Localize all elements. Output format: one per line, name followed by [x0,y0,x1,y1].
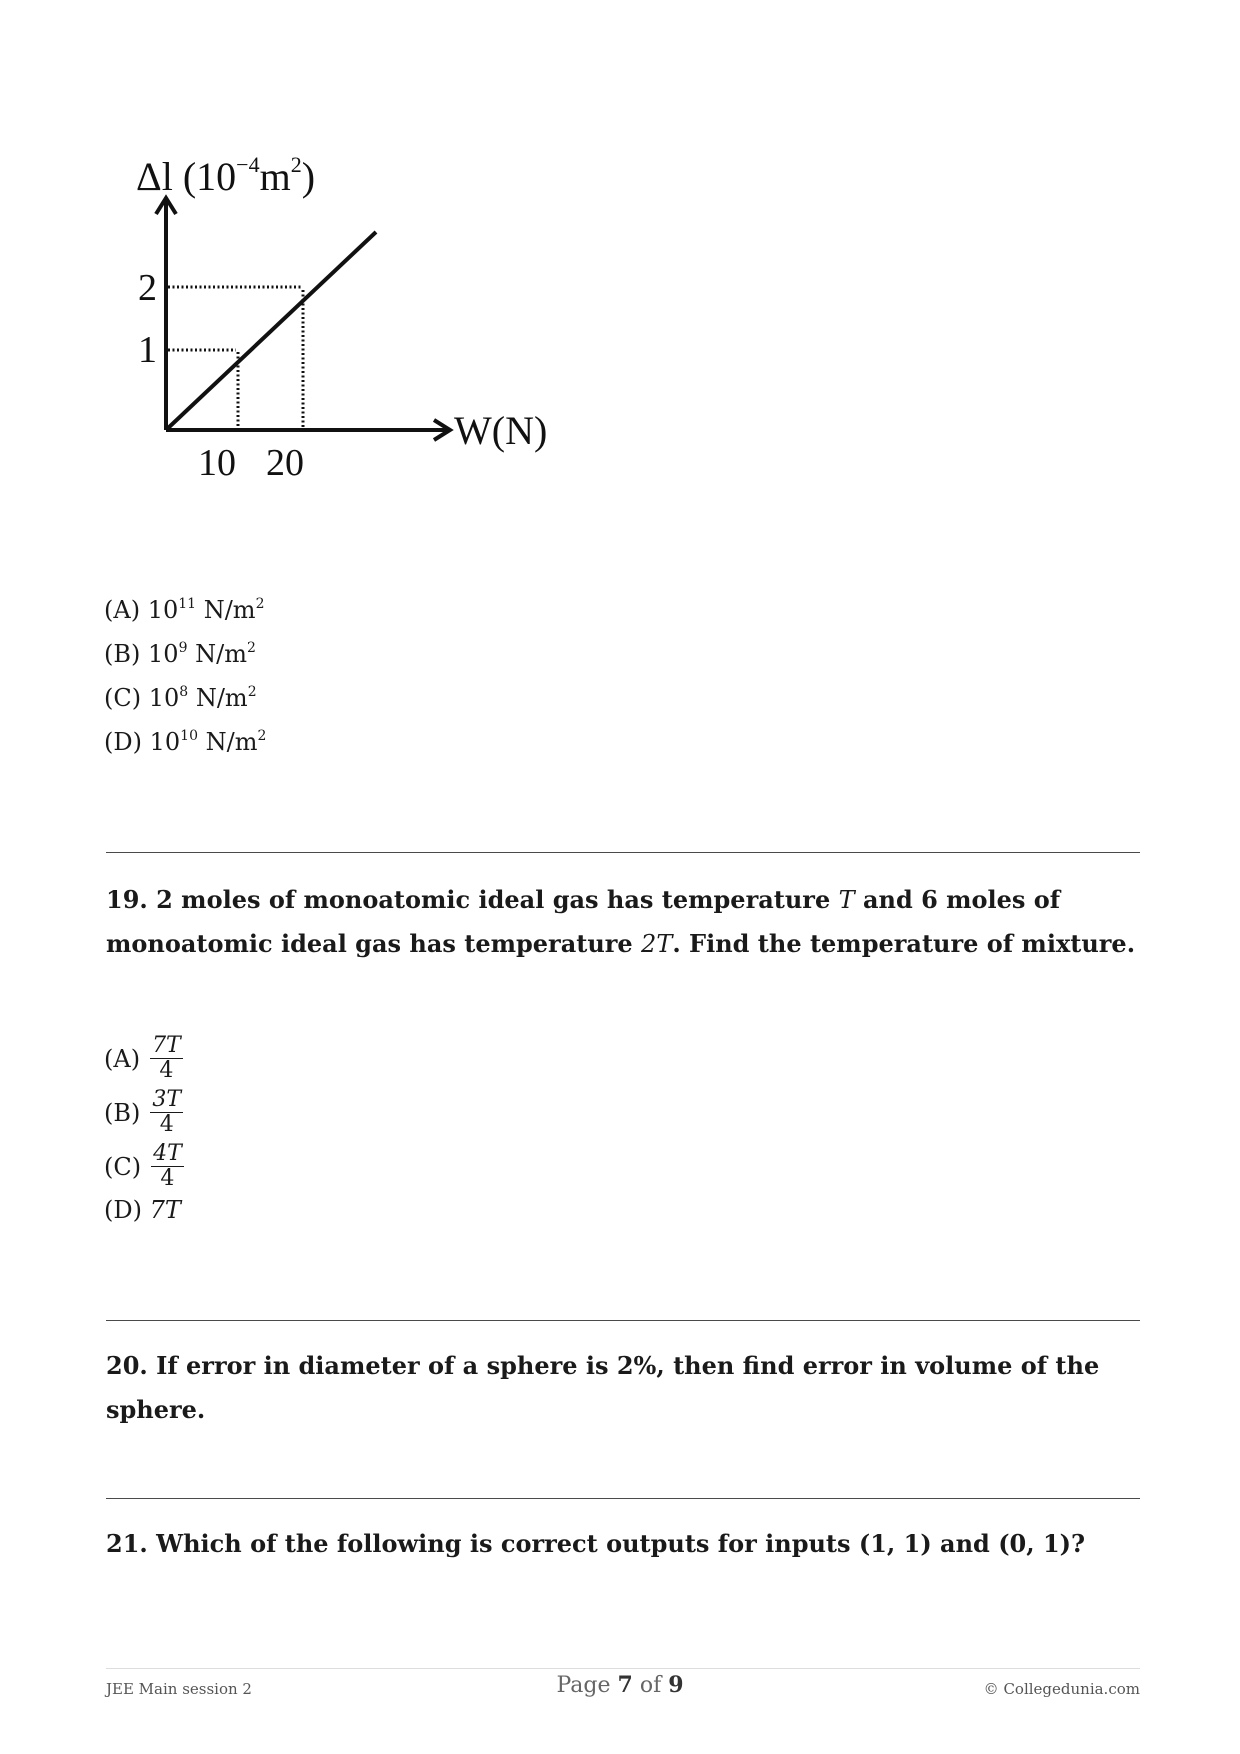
divider [106,1320,1140,1321]
option-d: (D) $10^{10}$ $N/m^2$ [104,728,267,756]
option-b: (B) $10^9$ $N/m^2$ [104,640,256,668]
fraction: $\frac{4T}{4}$ [153,1141,182,1191]
fraction: $\frac{3T}{4}$ [152,1087,182,1137]
divider [106,852,1140,853]
question-21: 21. Which of the following is correct outputs for inputs (1, 1) and (0, 1)? [106,1529,1086,1558]
option-b: (B) $\frac{3T}{4}$ [104,1087,182,1137]
extension-vs-load-graph [118,150,618,530]
y-tick-label: 2 [138,267,157,309]
x-tick-label: 20 [266,442,304,484]
footer-divider [106,1668,1140,1669]
x-axis-label: W(N) [454,408,548,453]
page-indicator: Page 7 of 9 [556,1672,684,1698]
y-axis-label: Δl $(10^{-4}m^2)$ [136,152,316,199]
question-19: 19. 2 moles of monoatomic ideal gas has temperature T and 6 moles of monoatomic ideal gas has temperature 2T. Find the temperature of mixture. [106,885,1136,958]
footer-copyright: © Collegedunia.com [983,1680,1140,1698]
option-a: (A) $\frac{7T}{4}$ [104,1033,181,1083]
fraction: $\frac{7T}{4}$ [152,1033,181,1083]
option-a: (A) $10^{11}$ $N/m^2$ [104,596,265,624]
question-20: 20. If error in diameter of a sphere is 2%, then find error in volume of the sphere. [106,1351,1100,1424]
option-c: (C) $\frac{4T}{4}$ [104,1141,182,1191]
option-c: (C) $10^8$ $N/m^2$ [104,684,257,712]
x-tick-label: 10 [198,442,236,484]
footer-exam-name: JEE Main session 2 [106,1680,252,1698]
option-d: (D) 7T [104,1196,181,1224]
y-tick-label: 1 [138,329,157,371]
data-line [166,232,376,430]
divider [106,1498,1140,1499]
